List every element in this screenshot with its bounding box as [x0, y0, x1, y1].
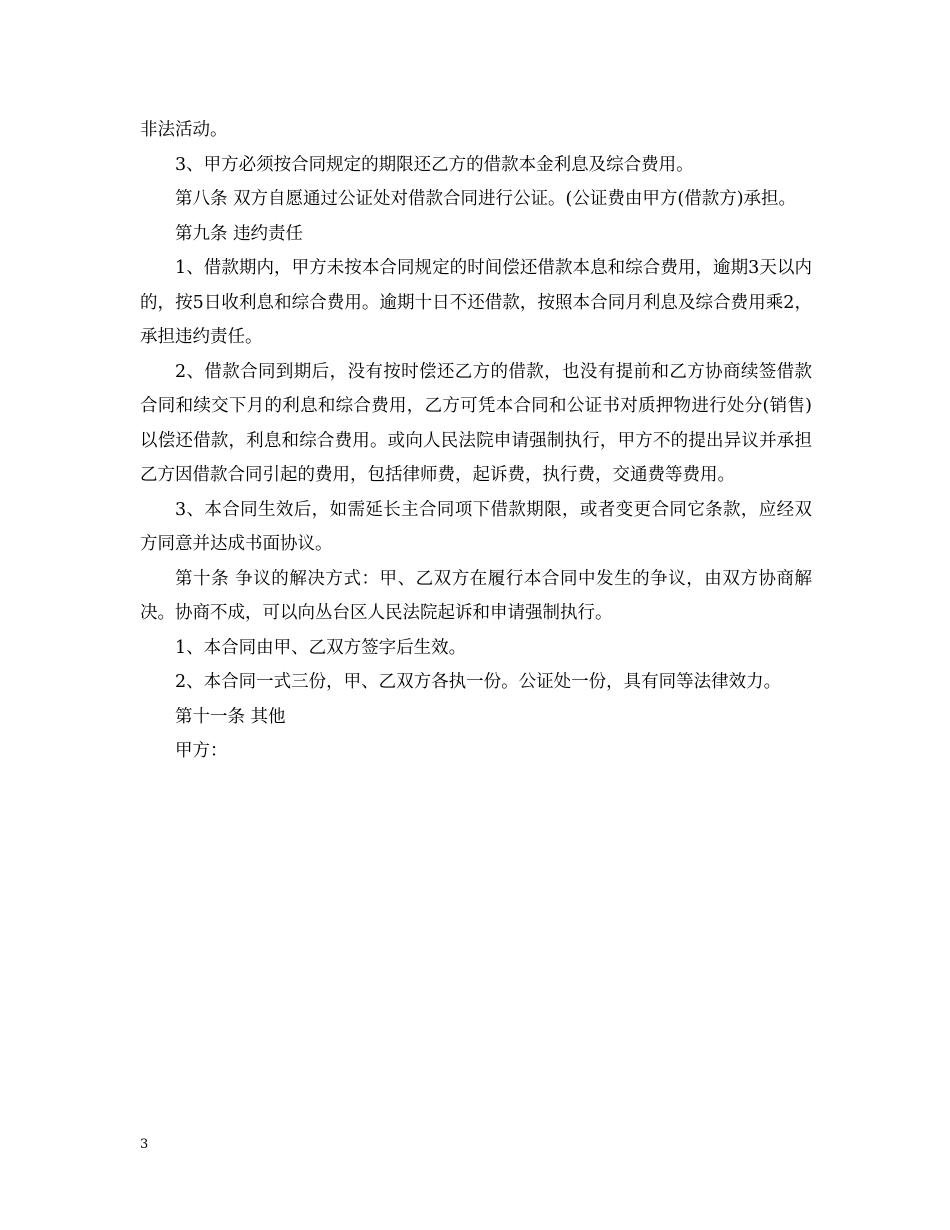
- paragraph-breach-clause-1: 1、借款期内，甲方未按本合同规定的时间偿还借款本息和综合费用，逾期3天以内的，按5日收利息和综合费用。逾期十日不还借款，按照本合同月利息及综合费用乘2，承担违约责任。: [140, 258, 812, 347]
- document-body: [140, 113, 812, 769]
- paragraph-repayment-obligation: 3、甲方必须按合同规定的期限还乙方的借款本金利息及综合费用。: [175, 154, 694, 175]
- page-number: 3: [140, 1137, 149, 1152]
- paragraph-effective-clause: 1、本合同由甲、乙双方签字后生效。: [175, 637, 467, 658]
- paragraph-breach-clause-3: 3、本合同生效后，如需延长主合同项下借款期限，或者变更合同它条款，应经双方同意并达成书面协议。: [140, 499, 812, 554]
- paragraph-illegal-activity: 非法活动。: [140, 120, 228, 140]
- paragraph-article-10-dispute: 第十条 争议的解决方式：甲、乙双方在履行本合同中发生的争议，由双方协商解决。协商不成，可以向丛台区人民法院起诉和申请强制执行。: [140, 568, 812, 623]
- paragraph-article-11-heading: 第十一条 其他: [175, 706, 286, 727]
- paragraph-breach-clause-2: 2、借款合同到期后，没有按时偿还乙方的借款，也没有提前和乙方协商续签借款合同和续交下月的利息和综合费用，乙方可凭本合同和公证书对质押物进行处分(销售)以偿还借款，利息和综合费用。或向人民法院申请强制执行，甲方不的提出异议并承担乙方因借款合同引起的费用，包括律师费，起诉费，执行费，交通费等费用。: [140, 361, 812, 485]
- paragraph-article-8-notarization: 第八条 双方自愿通过公证处对借款合同进行公证。(公证费由甲方(借款方)承担。: [175, 189, 797, 209]
- paragraph-copies-clause: 2、本合同一式三份，甲、乙双方各执一份。公证处一份，具有同等法律效力。: [175, 672, 782, 692]
- paragraph-article-9-heading: 第九条 违约责任: [175, 223, 304, 244]
- paragraph-party-a-signature: 甲方：: [175, 741, 228, 761]
